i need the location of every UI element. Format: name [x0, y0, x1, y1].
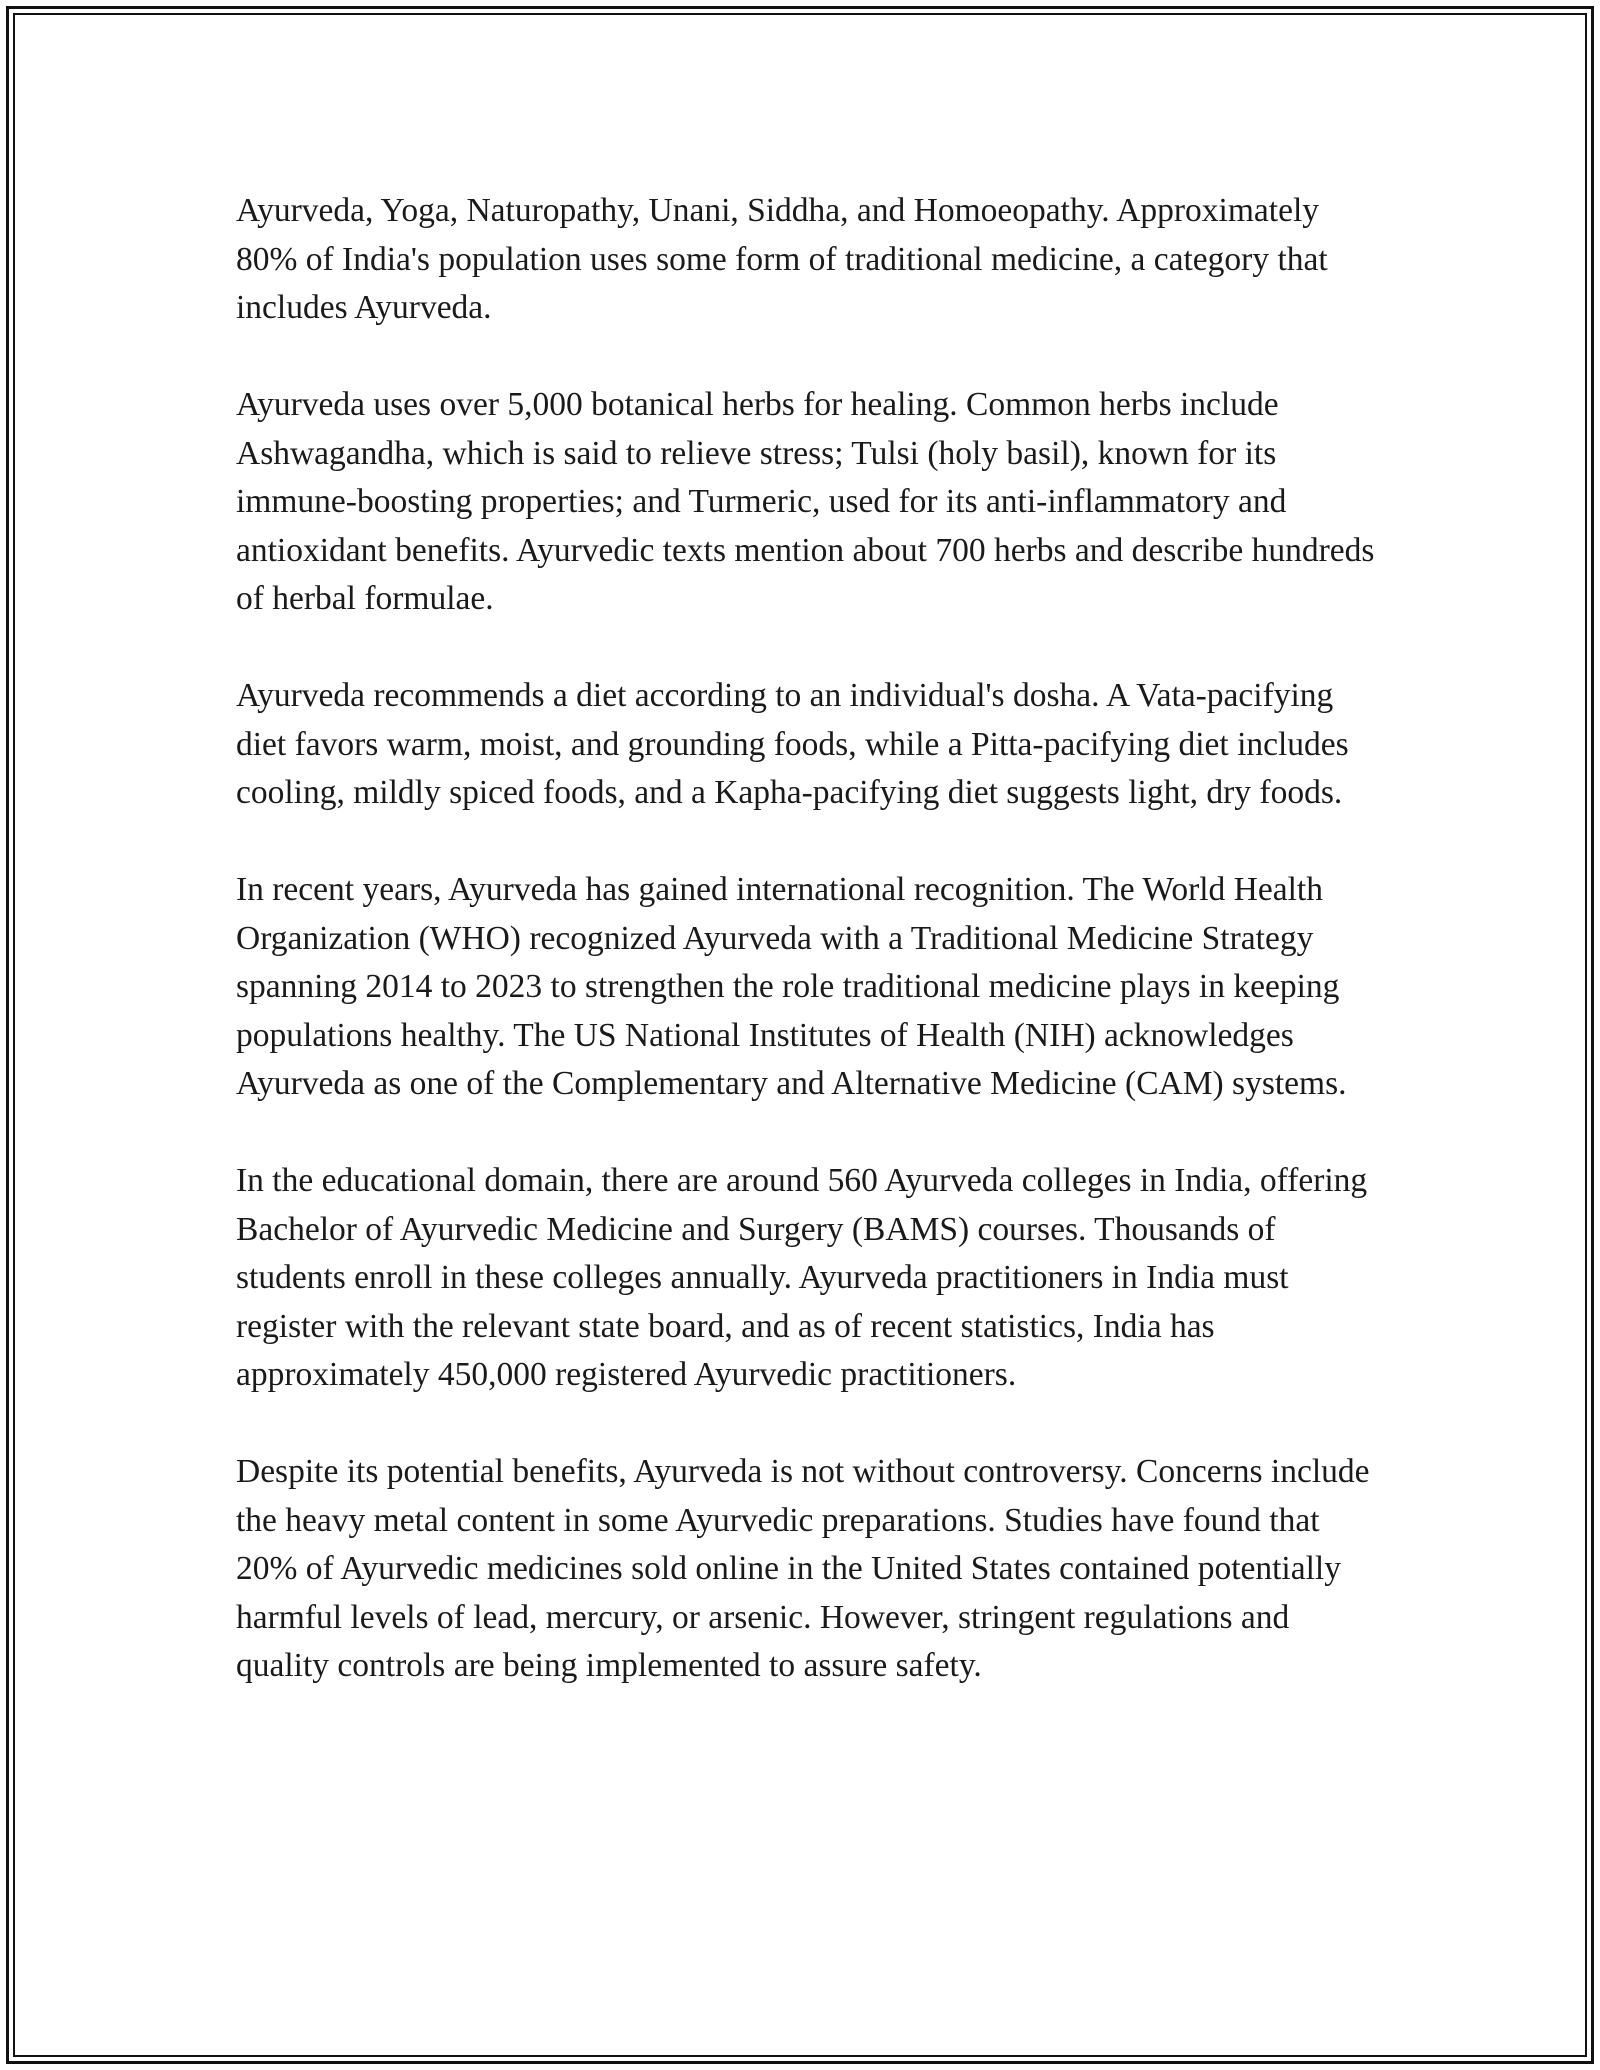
document-body: [236, 187, 1376, 1739]
paragraph-international-recognition: In recent years, Ayurveda has gained international recognition. The World Health Organization (WHO) recognized Ayurveda with a Traditional Medicine Strategy spanning 2014 to 2023 to strengthen the role traditional medicine plays in keeping populations healthy. The US National Institutes of Health (NIH) acknowledges Ayurveda as one of the Complementary and Alternative Medicine (CAM) systems.: [236, 871, 1347, 1102]
paragraph-controversy: Despite its potential benefits, Ayurveda is not without controversy. Concerns include the heavy metal content in some Ayurvedic preparations. Studies have found that 20% of Ayurvedic medicines sold online in the United States contained potentially harmful levels of lead, mercury, or arsenic. However, stringent regulations and quality controls are being implemented to assure safety.: [236, 1453, 1370, 1684]
paragraph-herbs: Ayurveda uses over 5,000 botanical herbs for healing. Common herbs include Ashwagandha, which is said to relieve stress; Tulsi (holy basil), known for its immune-boosting properties; and Turmeric, used for its anti-inflammatory and antioxidant benefits. Ayurvedic texts mention about 700 herbs and describe hundreds of herbal formulae.: [236, 386, 1375, 617]
paragraph-education: In the educational domain, there are around 560 Ayurveda colleges in India, offering Bachelor of Ayurvedic Medicine and Surgery (BAMS) courses. Thousands of students enroll in these colleges annually. Ayurveda practitioners in India must register with the relevant state board, and as of recent statistics, India has approximately 450,000 registered Ayurvedic practitioners.: [236, 1162, 1368, 1393]
paragraph-diet: Ayurveda recommends a diet according to an individual's dosha. A Vata-pacifying diet favors warm, moist, and grounding foods, while a Pitta-pacifying diet includes cooling, mildly spiced foods, and a Kapha-pacifying diet suggests light, dry foods.: [236, 677, 1349, 811]
paragraph-traditional-medicine: Ayurveda, Yoga, Naturopathy, Unani, Siddha, and Homoeopathy. Approximately 80% of India's population uses some form of traditional medicine, a category that includes Ayurveda.: [236, 192, 1328, 326]
